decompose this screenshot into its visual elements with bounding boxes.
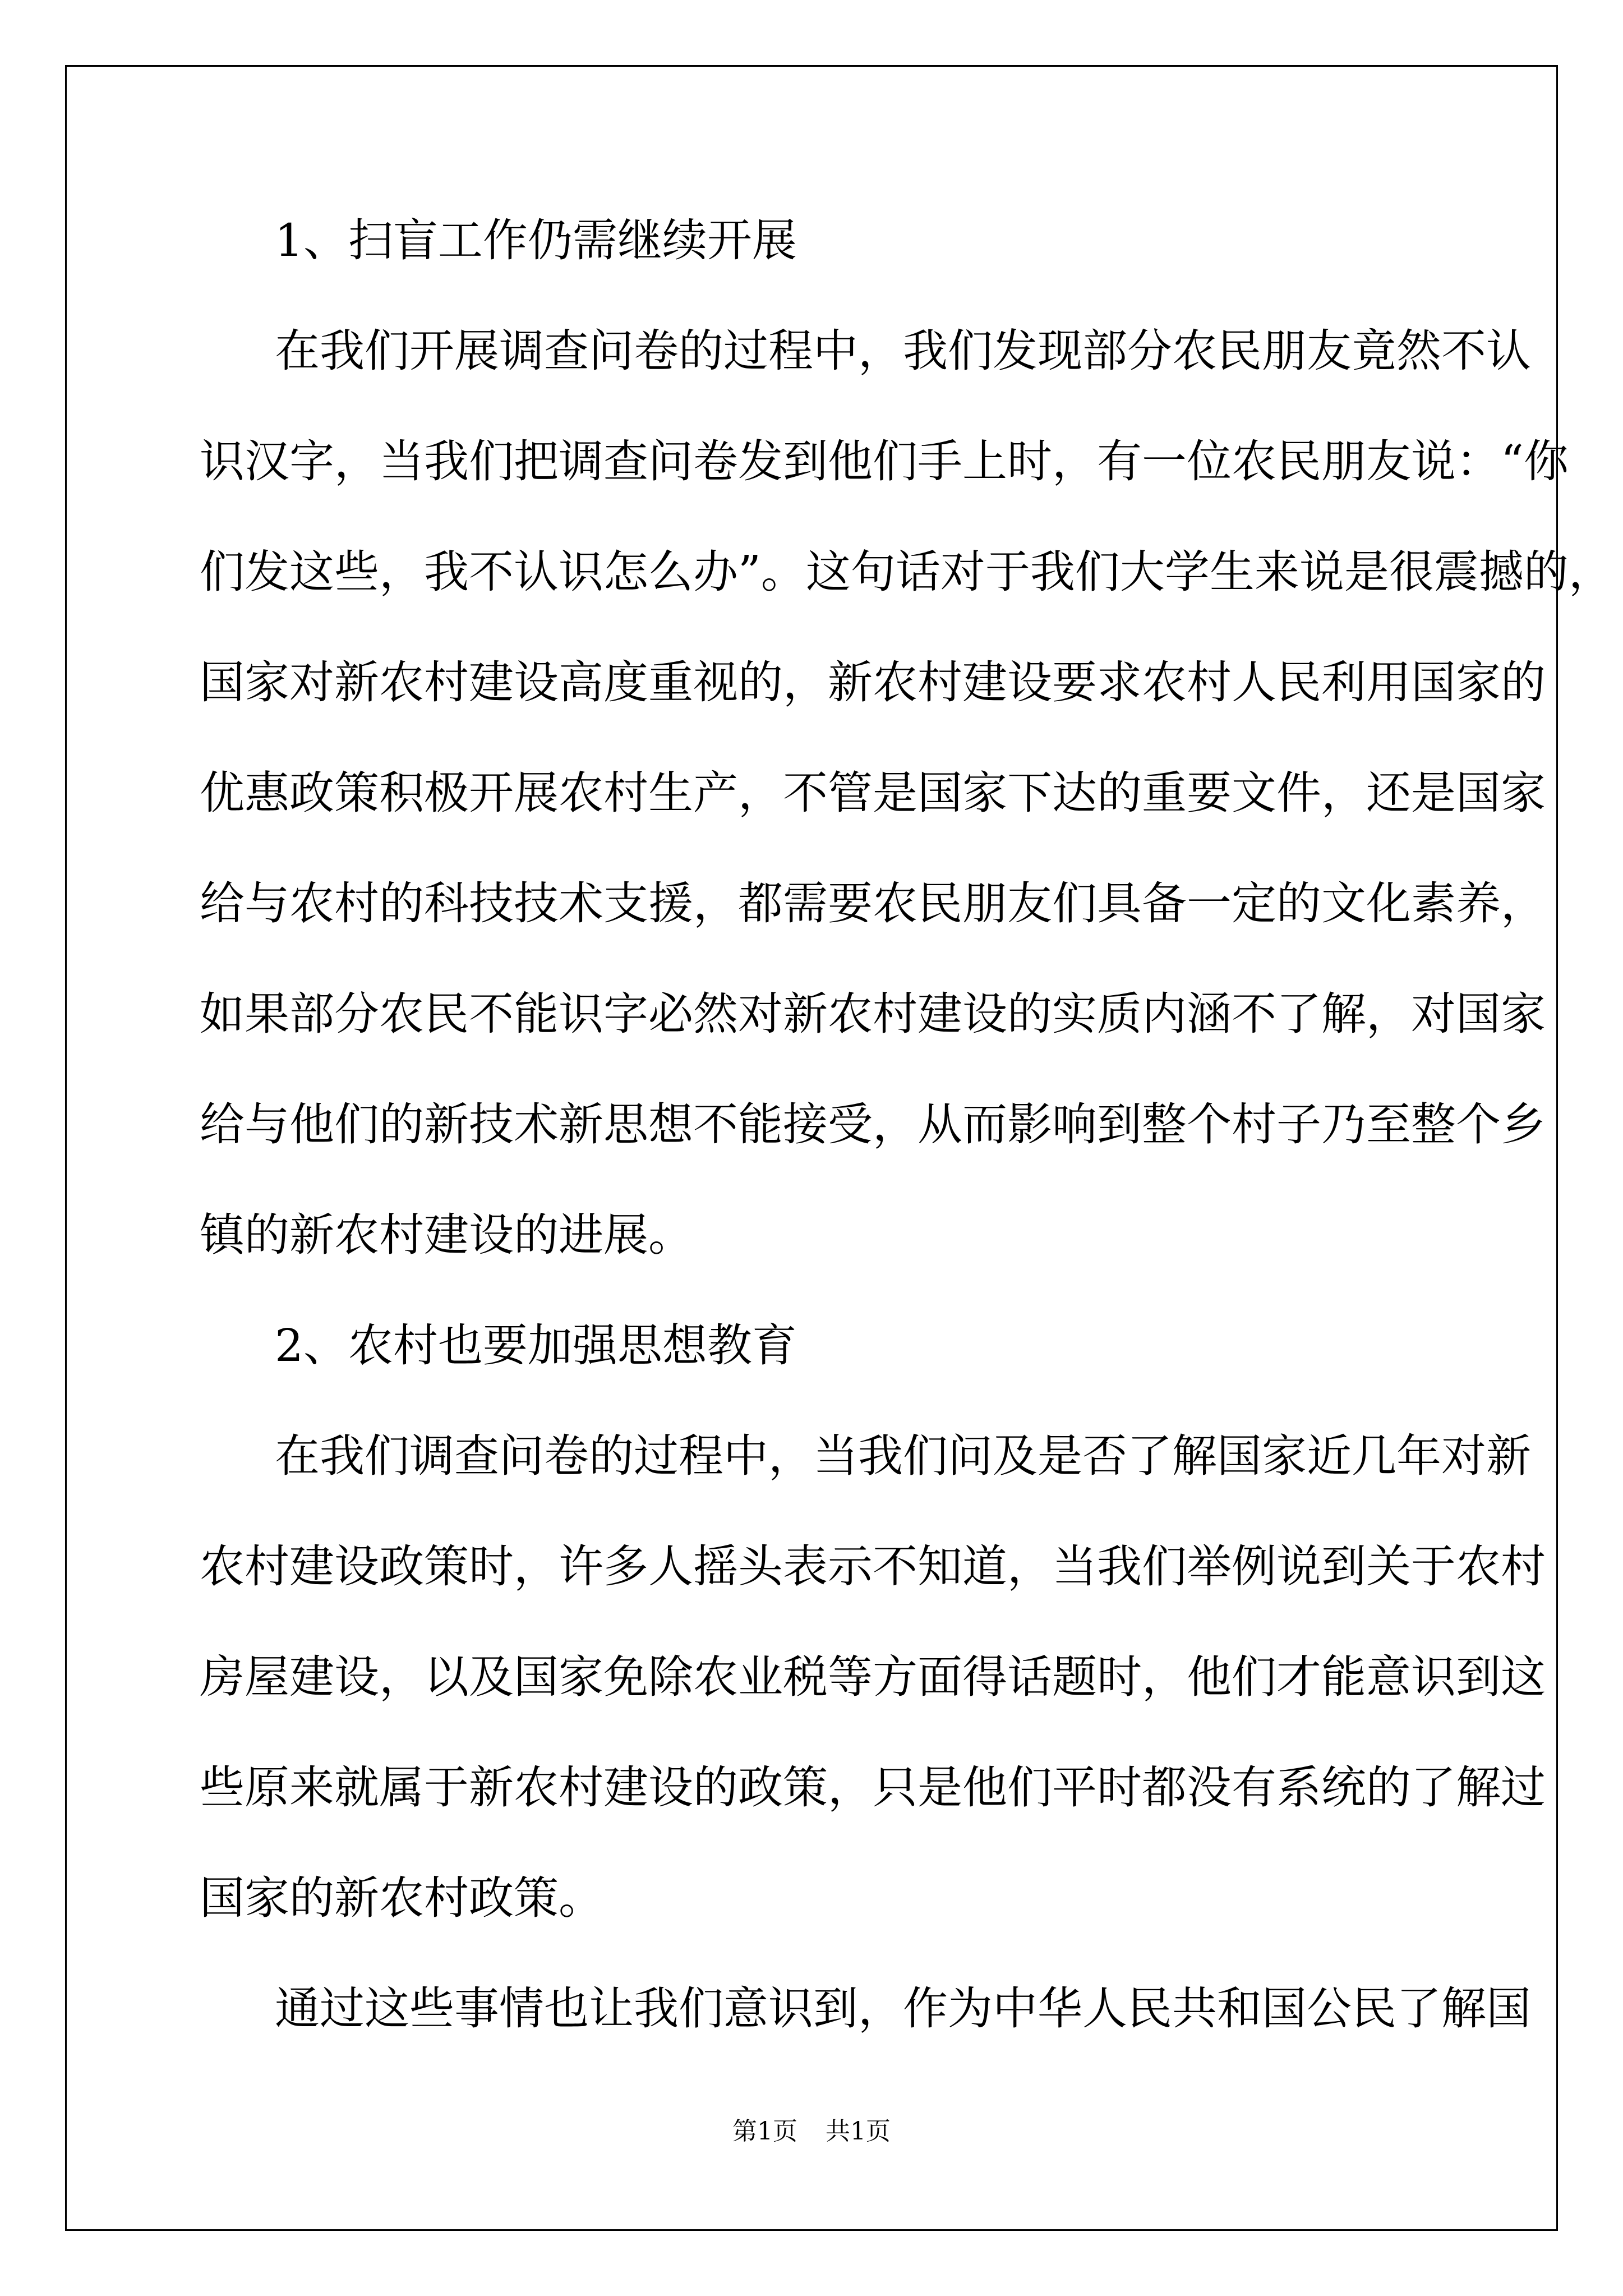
page-total: 共1页 [826, 2117, 891, 2146]
paragraph-line: 给与农村的科技技术支援，都需要农民朋友们具备一定的文化素养， [200, 877, 1546, 930]
paragraph-line: 国家对新农村建设高度重视的，新农村建设要求农村人民利用国家的 [200, 656, 1546, 708]
paragraph-line: 识汉字，当我们把调查问卷发到他们手上时，有一位农民朋友说：“你 [200, 435, 1569, 487]
paragraph-line: 在我们调查问卷的过程中，当我们问及是否了解国家近几年对新 [275, 1430, 1531, 1482]
paragraph-line: 镇的新农村建设的进展。 [200, 1209, 693, 1261]
paragraph-line: 们发这些，我不认识怎么办”。这句话对于我们大学生来说是很震撼的， [200, 546, 1613, 598]
heading-1: 1、扫盲工作仍需继续开展 [275, 214, 797, 266]
paragraph-line: 给与他们的新技术新思想不能接受，从而影响到整个村子乃至整个乡 [200, 1098, 1546, 1151]
paragraph-line: 农村建设政策时，许多人摇头表示不知道，当我们举例说到关于农村 [200, 1540, 1546, 1593]
paragraph-line: 国家的新农村政策。 [200, 1872, 603, 1924]
paragraph-line: 房屋建设，以及国家免除农业税等方面得话题时，他们才能意识到这 [200, 1651, 1546, 1703]
paragraph-line: 如果部分农民不能识字必然对新农村建设的实质内涵不了解，对国家 [200, 988, 1546, 1040]
paragraph-line: 优惠政策积极开展农村生产，不管是国家下达的重要文件，还是国家 [200, 767, 1546, 819]
heading-2: 2、农村也要加强思想教育 [275, 1319, 797, 1372]
paragraph-line: 通过这些事情也让我们意识到，作为中华人民共和国公民了解国 [275, 1982, 1531, 2035]
paragraph-line: 些原来就属于新农村建设的政策，只是他们平时都没有系统的了解过 [200, 1761, 1546, 1814]
page-number: 第1页 [732, 2117, 797, 2146]
page-footer [0, 2115, 1623, 2148]
paragraph-line: 在我们开展调查问卷的过程中，我们发现部分农民朋友竟然不认 [275, 325, 1531, 377]
